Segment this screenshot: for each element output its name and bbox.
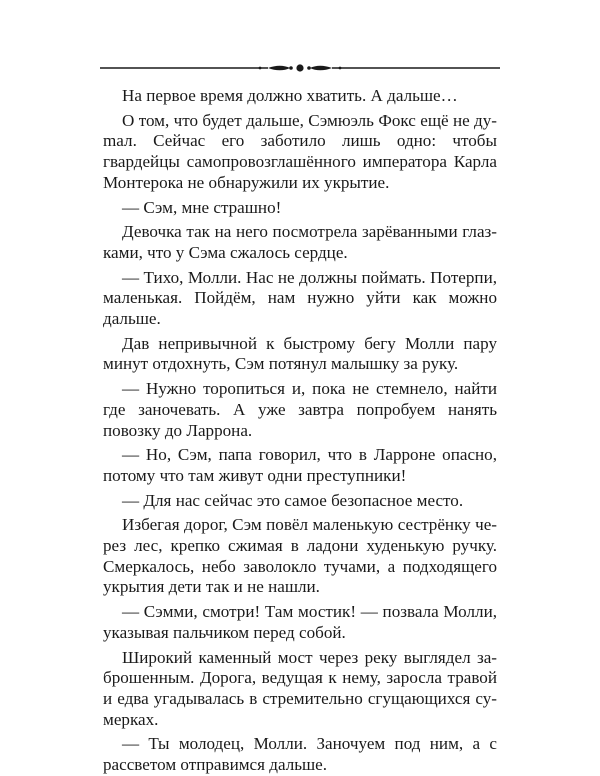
paragraph: Широкий каменный мост через реку выглядел заброшенным. Дорога, ведущая к нему, заросла травой и едва угадывалась в стремительно сгущающихся сумерках.	[103, 647, 497, 729]
body-text	[103, 86, 497, 776]
paragraph: — Нужно торопиться и, пока не стемнело, найти где заночевать. А уже завтра попробуем нанять повозку до Ларрона.	[103, 379, 497, 440]
ornament-divider	[100, 60, 500, 76]
paragraph: Дав непривычной к быстрому бегу Молли пару минут отдохнуть, Сэм потянул малышку за руку.	[103, 333, 497, 374]
paragraph: — Тихо, Молли. Нас не должны поймать. Потерпи, маленькая. Пойдём, нам нужно уйти как можно дальше.	[103, 267, 497, 329]
paragraph: — Сэм, мне страшно!	[122, 197, 282, 217]
paragraph: О том, что будет дальше, Сэмюэль Фокс ещё не дуmал. Сейчас его заботило лишь одно: чтобы гвардейцы самопровозглашённого императора Карла Монтерока не обнаружили их укрытие.	[103, 110, 497, 192]
paragraph: Девочка так на него посмотрела зарёванными глазками, что у Сэма сжалось сердце.	[103, 222, 497, 262]
ornament-center-flourish	[259, 64, 342, 71]
paragraph: — Сэмми, смотри! Там мостик! — позвала Молли, указывая пальчиком перед собой.	[103, 602, 497, 642]
paragraph: — Но, Сэм, папа говорил, что в Ларроне опасно, потому что там живут одни преступники!	[103, 445, 497, 485]
paragraph: Избегая дорог, Сэм повёл маленькую сестрёнку через лес, крепко сжимая в ладони худенькую ручку. Смеркалось, небо заволокло тучами, а подходящего укрытия дети так и не нашли.	[103, 515, 497, 597]
paragraph: — Для нас сейчас это самое безопасное место.	[122, 490, 464, 510]
paragraph: На первое время должно хватить. А дальше…	[122, 86, 458, 105]
paragraph: — Ты молодец, Молли. Заночуем под ним, а с рассветом отправимся дальше.	[103, 734, 497, 775]
